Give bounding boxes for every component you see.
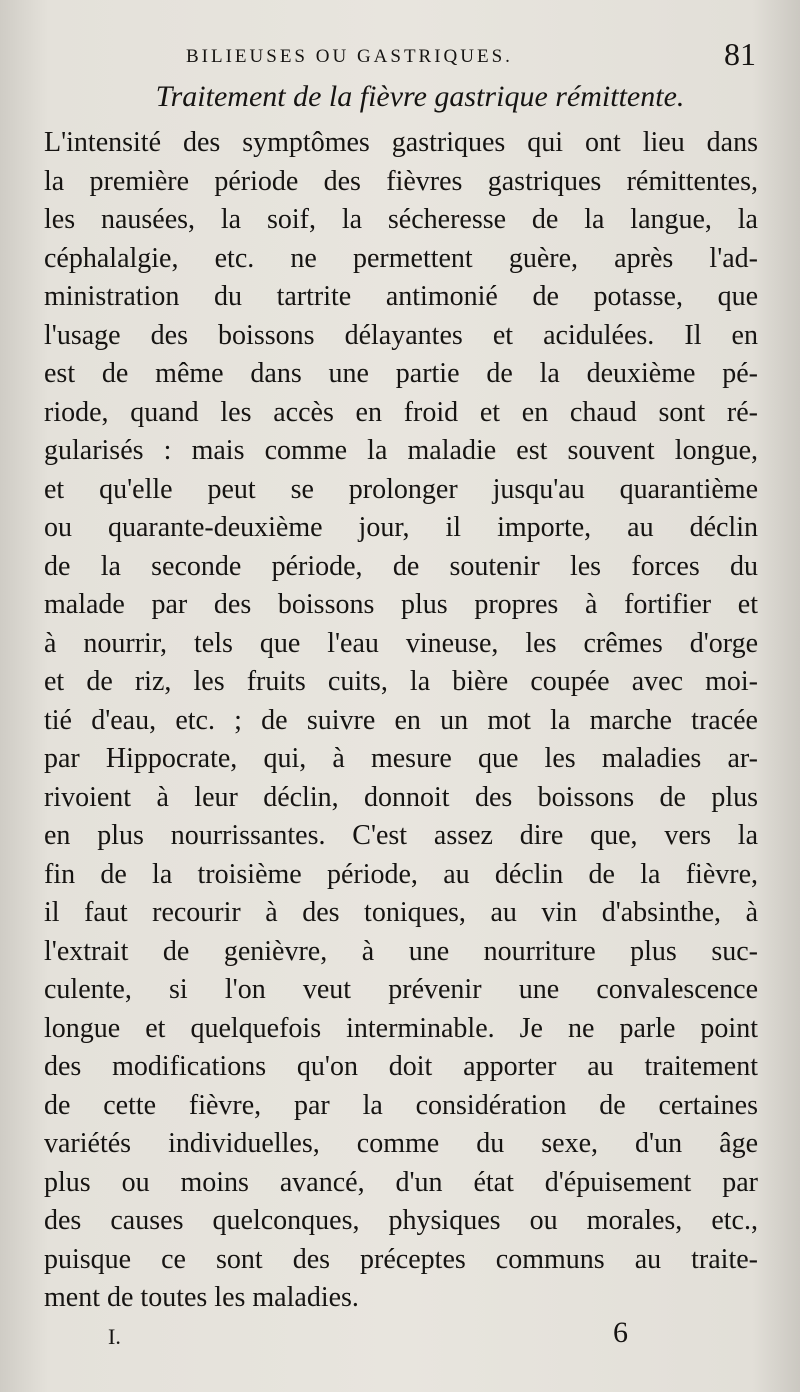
text-line: variétés individuelles, comme du sexe, d'un âge	[44, 1128, 758, 1159]
text-line: rivoient à leur déclin, donnoit des boissons de plus	[44, 781, 758, 813]
text-line: des modifications qu'on doit apporter au traitement	[44, 1051, 758, 1082]
page-number: 81	[724, 36, 756, 72]
text-line: l'extrait de genièvre, à une nourriture plus suc-	[44, 935, 758, 967]
text-line: en plus nourrissantes. C'est assez dire que, vers la	[44, 820, 758, 851]
text-line: céphalalgie, etc. ne permettent guère, après l'ad-	[44, 242, 758, 274]
text-line: des causes quelconques, physiques ou morales, etc.,	[44, 1205, 758, 1236]
text-line: ministration du tartrite antimonié de potasse, que	[44, 281, 758, 312]
text-line: ou quarante-deuxième jour, il importe, au déclin	[44, 512, 758, 543]
text-line-last: ment de toutes les maladies.	[44, 1282, 359, 1313]
text-line: longue et quelquefois interminable. Je ne parle point	[44, 1012, 758, 1044]
text-line: puisque ce sont des préceptes communs au traite-	[44, 1243, 758, 1275]
text-line: les nausées, la soif, la sécheresse de la langue, la	[44, 204, 758, 235]
text-line: malade par des boissons plus propres à fortifier et	[44, 589, 758, 620]
page-footer	[108, 1316, 628, 1356]
text-line: et de riz, les fruits cuits, la bière coupée avec moi-	[44, 666, 758, 697]
text-line: et qu'elle peut se prolonger jusqu'au quarantième	[44, 473, 758, 505]
text-line: de cette fièvre, par la considération de certaines	[44, 1089, 758, 1121]
text-line: par Hippocrate, qui, à mesure que les maladies ar-	[44, 743, 758, 774]
text-line: de la seconde période, de soutenir les forces du	[44, 550, 758, 582]
running-head: BILIEUSES OU GASTRIQUES.	[186, 46, 513, 67]
text-line: la première période des fièvres gastriques rémittentes,	[44, 165, 758, 197]
signature-mark: I.	[108, 1324, 121, 1349]
signature-number: 6	[613, 1316, 628, 1349]
text-line: est de même dans une partie de la deuxième pé-	[44, 358, 758, 389]
text-line: l'usage des boissons délayantes et acidulées. Il en	[44, 319, 758, 351]
text-line: L'intensité des symptômes gastriques qui ont lieu dans	[44, 127, 758, 158]
text-line: culente, si l'on veut prévenir une convalescence	[44, 974, 758, 1005]
text-line: tié d'eau, etc. ; de suivre en un mot la marche tracée	[44, 704, 758, 736]
section-title: Traitement de la fièvre gastrique rémittente.	[155, 80, 685, 113]
text-line: gularisés : mais comme la maladie est souvent longue,	[44, 435, 758, 466]
text-line: fin de la troisième période, au déclin de la fièvre,	[44, 858, 758, 890]
text-line: riode, quand les accès en froid et en chaud sont ré-	[44, 396, 758, 428]
page-header	[186, 38, 756, 78]
text-line: plus ou moins avancé, d'un état d'épuisement par	[44, 1166, 758, 1198]
text-line: à nourrir, tels que l'eau vineuse, les crêmes d'orge	[44, 627, 758, 659]
body-text	[44, 124, 758, 1318]
text-line: il faut recourir à des toniques, au vin d'absinthe, à	[44, 897, 758, 928]
